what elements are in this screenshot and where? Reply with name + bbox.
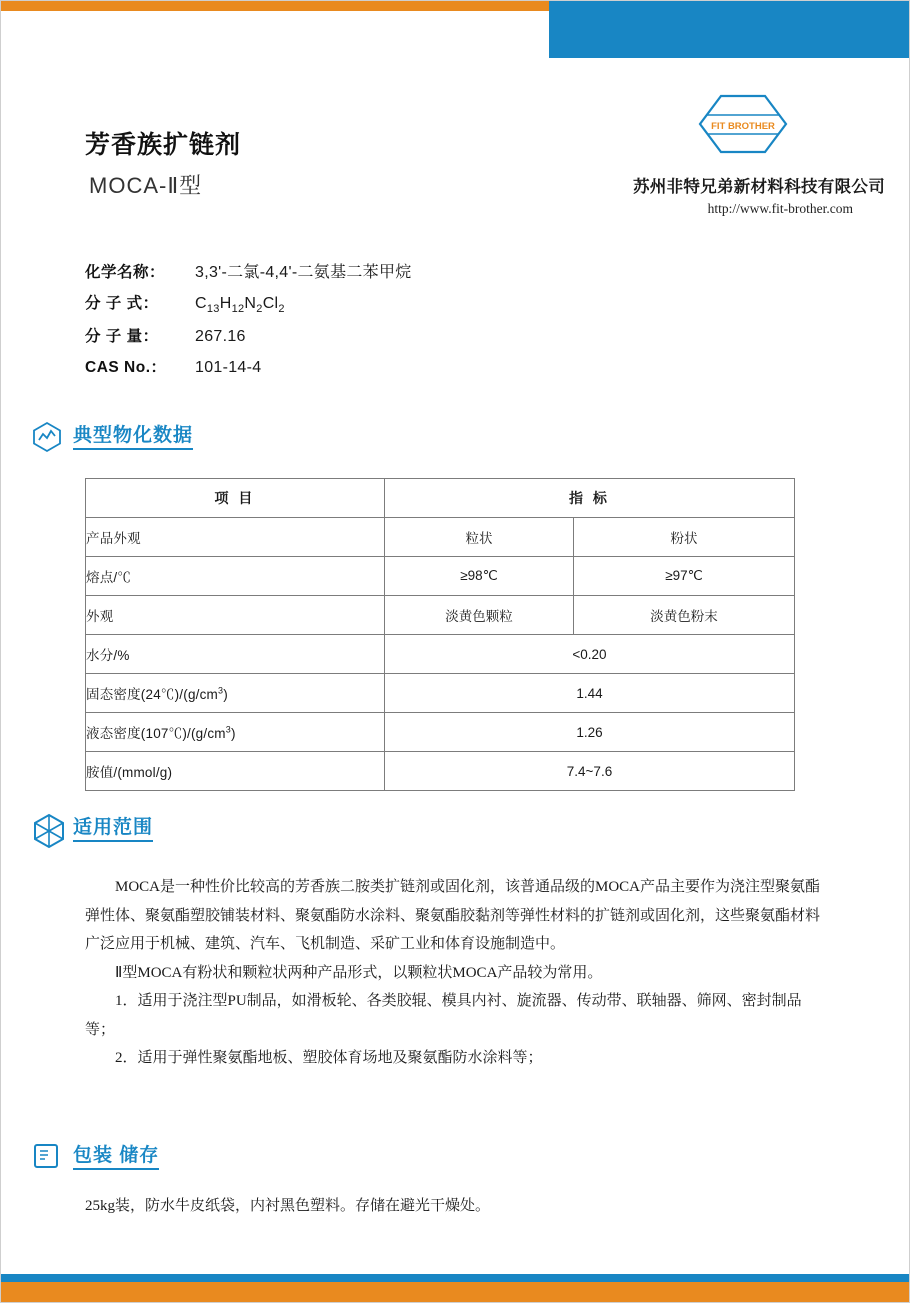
identity-value: 3,3'-二氯-4,4'-二氨基二苯甲烷 [195, 264, 412, 281]
identity-value: 267.16 [195, 328, 246, 346]
box-icon [31, 1141, 63, 1173]
cell-value: 1.44 [385, 674, 795, 713]
identity-label: CAS No.： [85, 359, 167, 377]
section-header-packaging [31, 1141, 159, 1173]
cell-value-granule: 淡黄色颗粒 [385, 596, 574, 635]
cell-item: 固态密度$(24℃)/(g/cm^3)$ [86, 674, 385, 713]
cell-value-granule: ≥98℃ [385, 557, 574, 596]
cell-value: 7.4~7.6 [385, 752, 795, 791]
table-header-row [86, 479, 795, 518]
cell-value-powder: 淡黄色粉末 [574, 596, 795, 635]
scope-body [85, 873, 823, 1073]
cell-item: 水分/% [86, 635, 385, 674]
identity-label: 分 子 量： [85, 328, 159, 346]
scope-paragraph-1: MOCA是一种性价比较高的芳香族二胺类扩链剂或固化剂，该普通品级的MOCA产品主要作为浇注型聚氨酯弹性体、聚氨酯塑胶铺装材料、聚氨酯防水涂料、聚氨酯胶黏剂等弹性材料的扩链剂或固化剂，这些聚氨酯材料广泛应用于机械、建筑、汽车、飞机制造、采矿工业和体育设施制造中。 [85, 879, 821, 952]
identity-row [85, 324, 785, 346]
table-row [86, 596, 795, 635]
cell-item: 液态密度$(107℃)/(g/cm^3)$ [86, 713, 385, 752]
identity-row [85, 355, 785, 377]
identity-label: 分 子 式： [85, 295, 159, 312]
cell-item: 胺值/(mmol/g) [86, 752, 385, 791]
identity-value-formula: $C_{13}H_{12}N_2Cl_2$ [195, 295, 285, 316]
cell-value-powder: 粉状 [574, 518, 795, 557]
section-header-scope [31, 813, 153, 845]
identity-row [85, 291, 785, 315]
page-title: 芳香族扩链剂 [85, 131, 242, 159]
scope-paragraph-3: 1．适用于浇注型PU制品，如滑板轮、各类胶辊、模具内衬、旋流器、传动带、联轴器、筛网、密封制品等； [85, 993, 802, 1038]
bottom-orange-bar [1, 1282, 910, 1302]
cell-value: 1.26 [385, 713, 795, 752]
table-row [86, 557, 795, 596]
company-logo-icon [697, 93, 789, 155]
table-row [86, 713, 795, 752]
table-row [86, 635, 795, 674]
section-header-spec [31, 421, 193, 453]
scope-paragraph-2: Ⅱ型MOCA有粉状和颗粒状两种产品形式，以颗粒状MOCA产品较为常用。 [115, 964, 603, 981]
scope-paragraph-4: 2．适用于弹性聚氨酯地板、塑胶体育场地及聚氨酯防水涂料等； [115, 1050, 543, 1066]
table-row [86, 674, 795, 713]
packaging-body: 25kg装，防水牛皮纸袋，内衬黑色塑料。存储在避光干燥处。 [85, 1198, 491, 1214]
identity-row [85, 259, 785, 282]
identity-value: 101-14-4 [195, 359, 262, 377]
cell-value: <0.20 [385, 635, 795, 674]
company-name: 苏州非特兄弟新材料科技有限公司 [633, 178, 885, 196]
cell-value-granule: 粒状 [385, 518, 574, 557]
company-website[interactable]: http://www.fit-brother.com [707, 201, 853, 216]
top-orange-bar [1, 1, 557, 11]
col-header-index: 指 标 [385, 479, 795, 518]
product-subtitle: MOCA-Ⅱ型 [89, 173, 203, 198]
section-title-scope: 适用范围 [73, 816, 153, 843]
spec-table [85, 478, 795, 791]
identity-label: 化学名称： [85, 264, 166, 281]
spec-table-wrap [85, 478, 795, 791]
chemical-identity-block [85, 259, 785, 386]
bottom-blue-bar [1, 1274, 910, 1282]
table-row [86, 752, 795, 791]
cell-item: 外观 [86, 596, 385, 635]
cell-item: 熔点/℃ [86, 557, 385, 596]
cell-value-powder: ≥97℃ [574, 557, 795, 596]
top-blue-block [549, 1, 910, 58]
section-title-spec: 典型物化数据 [73, 424, 193, 451]
col-header-item: 项 目 [86, 479, 385, 518]
table-row [86, 518, 795, 557]
svg-text:FIT BROTHER: FIT BROTHER [711, 121, 775, 132]
section-title-packaging: 包装 储存 [73, 1144, 159, 1171]
cell-item: 产品外观 [86, 518, 385, 557]
chart-hexagon-icon [31, 421, 63, 453]
snowflake-hexagon-icon [31, 813, 63, 845]
document-header [1, 87, 910, 237]
